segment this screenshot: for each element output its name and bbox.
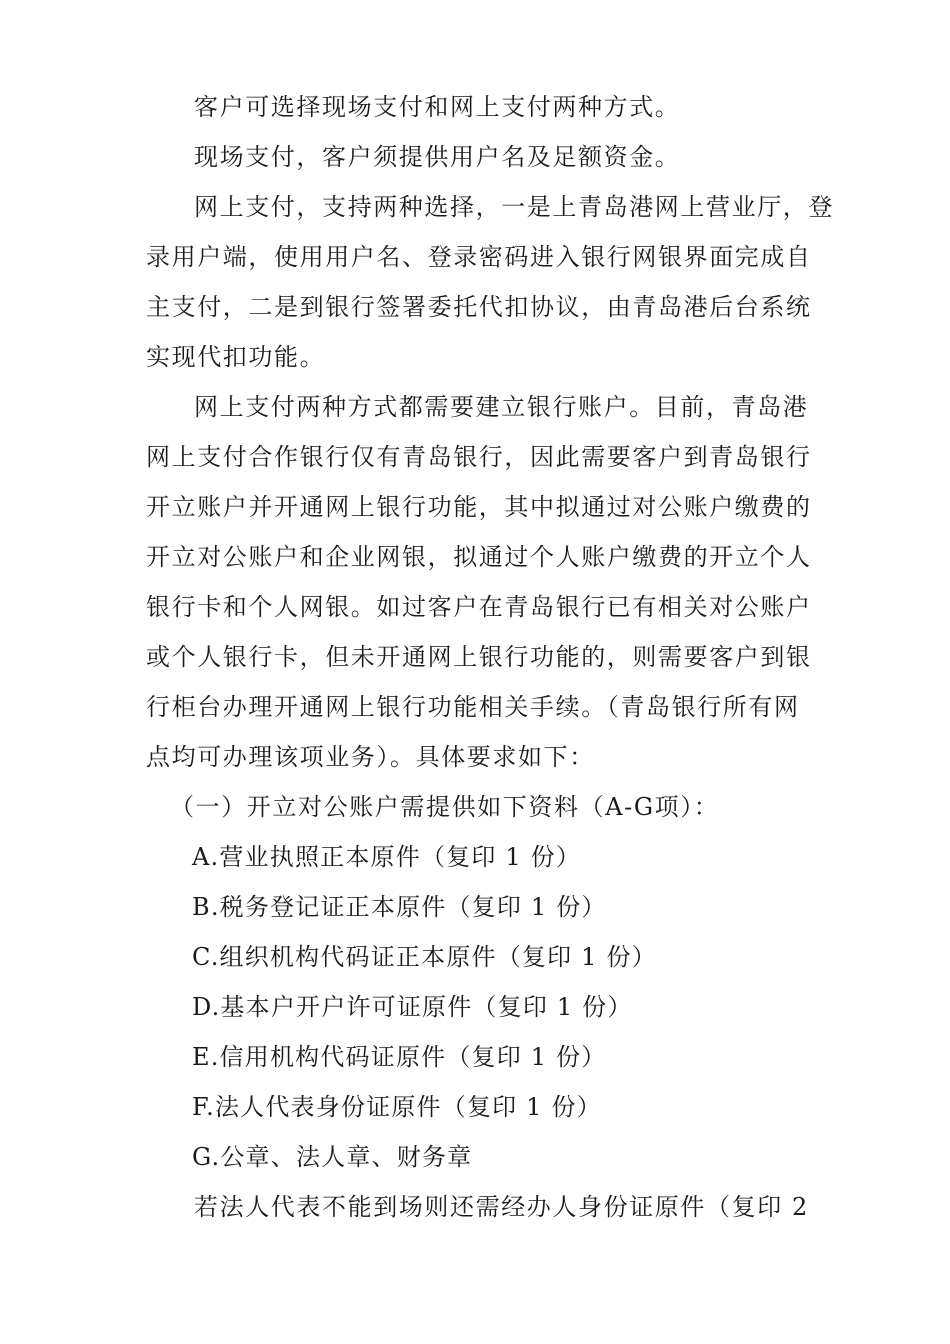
section-heading-corporate-account: （一）开立对公账户需提供如下资料（A-G项）： xyxy=(170,793,720,821)
paragraph-bank-account-line-7: 行柜台办理开通网上银行功能相关手续。（青岛银行所有网 xyxy=(146,693,800,721)
list-item-c: C.组织机构代码证正本原件（复印 1 份） xyxy=(192,943,657,971)
paragraph-bank-account-line-2: 网上支付合作银行仅有青岛银行，因此需要客户到青岛银行 xyxy=(146,443,812,471)
paragraph-onsite-payment: 现场支付，客户须提供用户名及足额资金。 xyxy=(194,143,681,171)
paragraph-bank-account-line-1: 网上支付两种方式都需要建立银行账户。目前，青岛港 xyxy=(194,393,809,421)
paragraph-bank-account-line-3: 开立账户并开通网上银行功能，其中拟通过对公账户缴费的 xyxy=(146,493,812,521)
paragraph-online-payment-line-2: 录用户端，使用用户名、登录密码进入银行网银界面完成自 xyxy=(146,243,812,271)
list-item-b: B.税务登记证正本原件（复印 1 份） xyxy=(192,893,607,921)
list-item-e: E.信用机构代码证原件（复印 1 份） xyxy=(192,1043,607,1071)
paragraph-bank-account-line-6: 或个人银行卡，但未开通网上银行功能的，则需要客户到银 xyxy=(146,643,812,671)
list-item-d: D.基本户开户许可证原件（复印 1 份） xyxy=(192,993,633,1021)
paragraph-bank-account-line-4: 开立对公账户和企业网银，拟通过个人账户缴费的开立个人 xyxy=(146,543,812,571)
paragraph-online-payment-line-1: 网上支付，支持两种选择，一是上青岛港网上营业厅，登 xyxy=(194,193,834,221)
list-item-f: F.法人代表身份证原件（复印 1 份） xyxy=(192,1093,602,1121)
paragraph-online-payment-line-3: 主支付，二是到银行签署委托代扣协议，由青岛港后台系统 xyxy=(146,293,812,321)
list-item-a: A.营业执照正本原件（复印 1 份） xyxy=(192,843,582,871)
paragraph-payment-options: 客户可选择现场支付和网上支付两种方式。 xyxy=(194,93,681,121)
list-item-g: G.公章、法人章、财务章 xyxy=(192,1143,473,1171)
paragraph-online-payment-line-4: 实现代扣功能。 xyxy=(146,343,326,371)
paragraph-agent-requirement: 若法人代表不能到场则还需经办人身份证原件（复印 2 xyxy=(194,1193,809,1221)
paragraph-bank-account-line-8: 点均可办理该项业务）。具体要求如下： xyxy=(146,743,595,771)
paragraph-bank-account-line-5: 银行卡和个人网银。如过客户在青岛银行已有相关对公账户 xyxy=(146,593,812,621)
